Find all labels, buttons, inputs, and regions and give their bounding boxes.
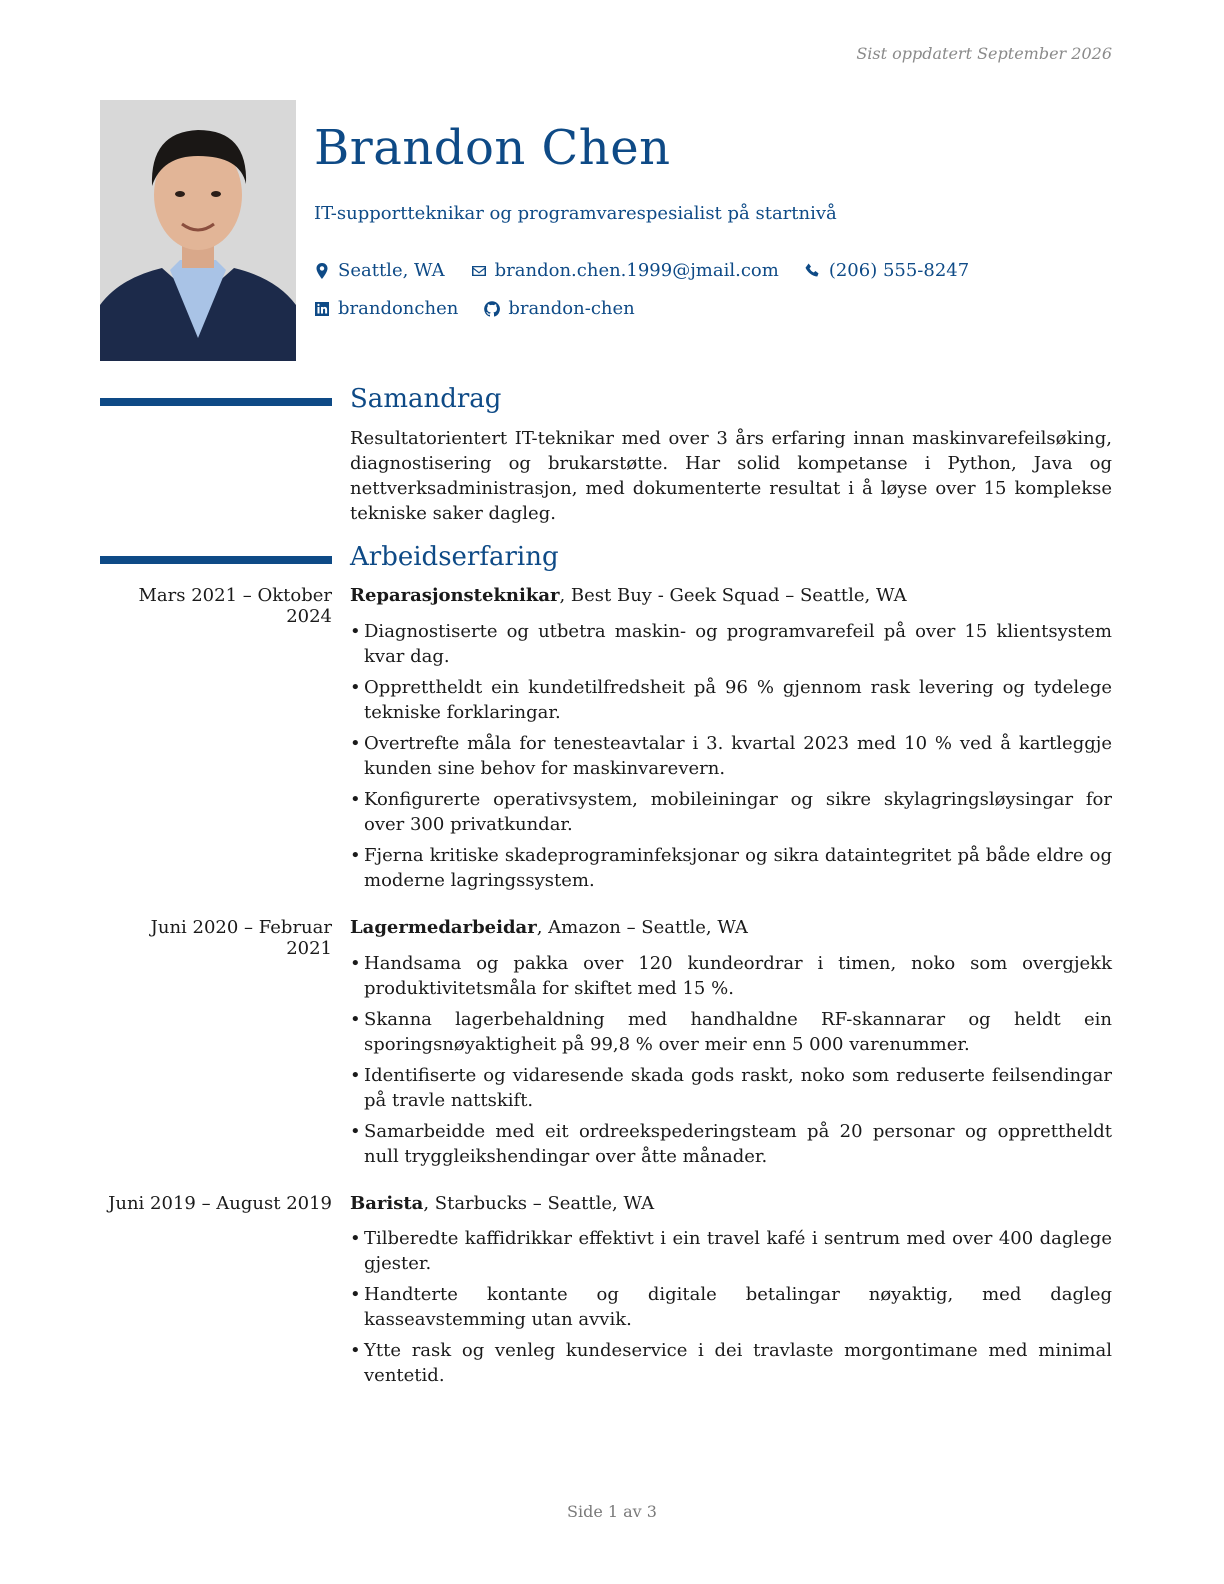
job-tagline: IT-supportteknikar og programvarespesialist på startnivå (314, 203, 837, 224)
job-company: , Best Buy - Geek Squad – Seattle, WA (559, 585, 907, 606)
list-item: • Diagnostiserte og utbetra maskin- og programvarefeil på over 15 klientsystem kvar dag. (350, 619, 1112, 669)
github-link[interactable]: brandon-chen (508, 298, 635, 319)
list-item: • Samarbeidde med eit ordreekspederingsteam på 20 personar og opprettheldt null tryggleikshendingar over åtte månader. (350, 1119, 1112, 1169)
location-text: Seattle, WA (338, 260, 445, 281)
section-title-experience: Arbeidserfaring (350, 542, 559, 572)
list-item: • Skanna lagerbehaldning med handhaldne RF-skannarar og heldt ein sporingsnøyaktigheit på 99,8 % over meir enn 5 000 varenummer. (350, 1007, 1112, 1057)
contact-phone[interactable] (805, 258, 969, 283)
contact-github[interactable] (484, 296, 634, 321)
candidate-name: Brandon Chen (314, 120, 671, 176)
profile-photo (100, 100, 296, 361)
email-link[interactable]: brandon.chen.1999@jmail.com (494, 260, 779, 281)
list-item: • Identifiserte og vidaresende skada gods raskt, noko som reduserte feilsendingar på travle nattskift. (350, 1063, 1112, 1113)
job-heading (350, 917, 748, 938)
job-date: Juni 2020 – Februar 2021 (150, 917, 332, 959)
phone-icon (805, 263, 821, 279)
job-role: Lagermedarbeidar (350, 917, 537, 938)
job-heading (350, 585, 907, 606)
job-role: Reparasjonsteknikar (350, 585, 560, 606)
contact-email[interactable] (471, 258, 779, 283)
list-item: • Ytte rask og venleg kundeservice i dei travlaste morgontimane med minimal ventetid. (350, 1338, 1112, 1388)
phone-link[interactable]: (206) 555-8247 (828, 260, 970, 281)
list-item: • Konfigurerte operativsystem, mobileiningar og sikre skylagringsløysingar for over 300 privatkundar. (350, 787, 1112, 837)
job-bullets (350, 951, 1112, 1175)
list-item: • Fjerna kritiske skadeprograminfeksjonar og sikra dataintegritet på både eldre og moderne lagringssystem. (350, 843, 1112, 893)
job-heading (350, 1193, 654, 1214)
envelope-icon (471, 263, 487, 279)
page-number: Side 1 av 3 (567, 1502, 657, 1521)
job-bullets (350, 619, 1112, 899)
contact-linkedin[interactable] (314, 296, 458, 321)
contact-location (314, 258, 445, 283)
job-date: Mars 2021 – Oktober 2024 (138, 585, 332, 627)
summary-text: Resultatorientert IT-teknikar med over 3 års erfaring innan maskinvarefeilsøking, diagnostisering og brukarstøtte. Har solid kompetanse i Python, Java og nettverksadministrasjon, med dokumenterte resultat i å løyse over 15 komplekse tekniske saker dagleg. (350, 428, 1112, 524)
job-date: Juni 2019 – August 2019 (108, 1193, 332, 1214)
linkedin-icon (314, 301, 330, 317)
list-item: • Tilberedte kaffidrikkar effektivt i ein travel kafé i sentrum med over 400 daglege gjester. (350, 1226, 1112, 1276)
list-item: • Handsama og pakka over 120 kundeordrar i timen, noko som overgjekk produktivitetsmåla for skiftet med 15 %. (350, 951, 1112, 1001)
github-icon (484, 301, 500, 317)
job-company: , Starbucks – Seattle, WA (423, 1193, 655, 1214)
list-item: • Overtrefte måla for tenesteavtalar i 3. kvartal 2023 med 10 % ved å kartleggje kunden sine behov for maskinvarevern. (350, 731, 1112, 781)
job-role: Barista (350, 1193, 424, 1214)
contact-list (314, 258, 1124, 321)
list-item: • Handterte kontante og digitale betalingar nøyaktig, med dagleg kasseavstemming utan avvik. (350, 1282, 1112, 1332)
section-title-summary: Samandrag (350, 384, 502, 414)
last-updated: Sist oppdatert September 2026 (856, 44, 1112, 63)
job-company: , Amazon – Seattle, WA (536, 917, 748, 938)
linkedin-link[interactable]: brandonchen (338, 298, 459, 319)
list-item: • Opprettheldt ein kundetilfredsheit på 96 % gjennom rask levering og tydelege tekniske forklaringar. (350, 675, 1112, 725)
section-divider-experience (100, 556, 332, 564)
job-bullets (350, 1226, 1112, 1394)
section-divider-summary (100, 398, 332, 406)
map-pin-icon (314, 263, 330, 279)
